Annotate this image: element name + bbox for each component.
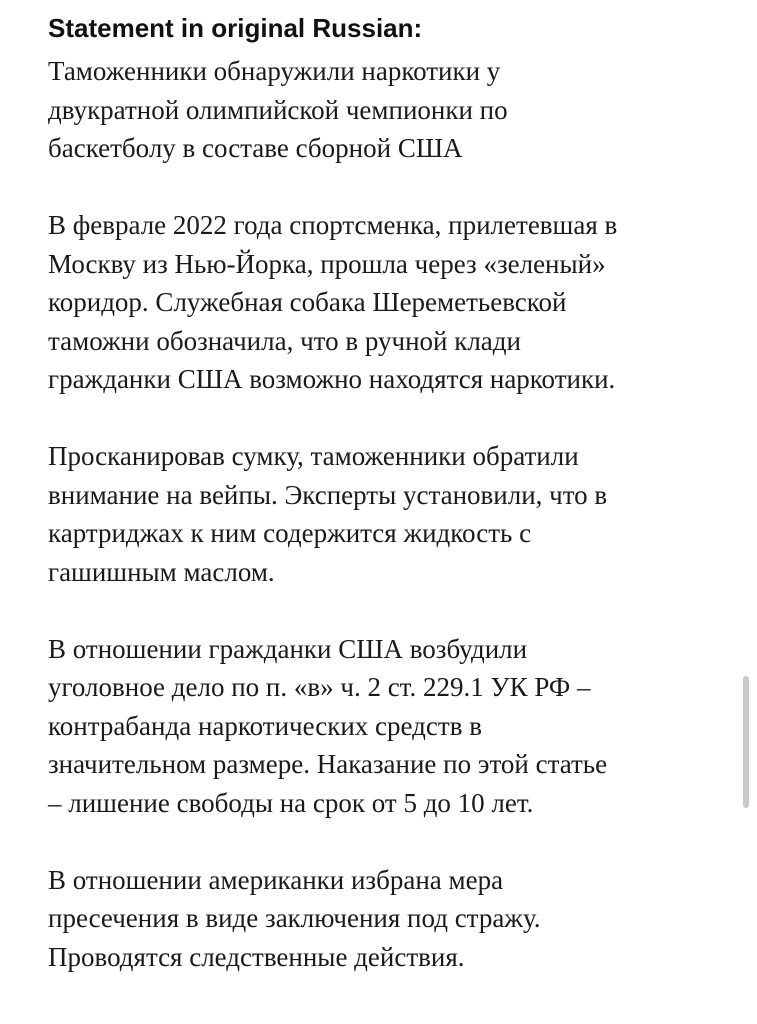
- statement-body: [48, 52, 738, 1015]
- text-line: двукратной олимпийской чемпионки по: [48, 94, 508, 125]
- text-line: гражданки США возможно находятся наркотики.: [48, 364, 616, 394]
- text-line: внимание на вейпы. Эксперты установили, что в: [48, 479, 608, 510]
- paragraph-scan: [48, 437, 738, 591]
- paragraph-headline: [48, 52, 738, 168]
- text-line: Проводятся следственные действия.: [48, 941, 465, 972]
- paragraph-arrival: [48, 206, 738, 399]
- text-line: – лишение свободы на срок от 5 до 10 лет.: [48, 787, 534, 818]
- text-line: контрабанда наркотических средств в: [48, 710, 482, 741]
- paragraph-case: [48, 630, 738, 823]
- text-line: Просканировав сумку, таможенники обратили: [48, 441, 579, 471]
- text-line: уголовное дело по п. «в» ч. 2 ст. 229.1 УК РФ –: [48, 672, 591, 702]
- text-line: В отношении гражданки США возбудили: [48, 633, 528, 664]
- text-line: картриджах к ним содержится жидкость с: [48, 518, 532, 548]
- vertical-scrollbar[interactable]: [743, 676, 749, 808]
- text-line: Таможенники обнаружили наркотики у: [48, 56, 501, 86]
- text-line: баскетболу в составе сборной США: [48, 133, 463, 163]
- text-line: коридор. Служебная собака Шереметьевской: [48, 287, 567, 317]
- text-line: значительном размере. Наказание по этой статье: [48, 749, 608, 779]
- text-line: таможни обозначила, что в ручной клади: [48, 325, 521, 356]
- text-line: пресечения в виде заключения под стражу.: [48, 903, 541, 933]
- paragraph-custody: [48, 861, 738, 977]
- text-line: В феврале 2022 года спортсменка, прилетевшая в: [48, 210, 618, 240]
- text-line: гашишным маслом.: [48, 556, 275, 587]
- text-line: Москву из Нью-Йорка, прошла через «зеленый»: [48, 248, 606, 279]
- text-line: В отношении американки избрана мера: [48, 864, 504, 895]
- statement-heading: Statement in original Russian:: [48, 13, 423, 43]
